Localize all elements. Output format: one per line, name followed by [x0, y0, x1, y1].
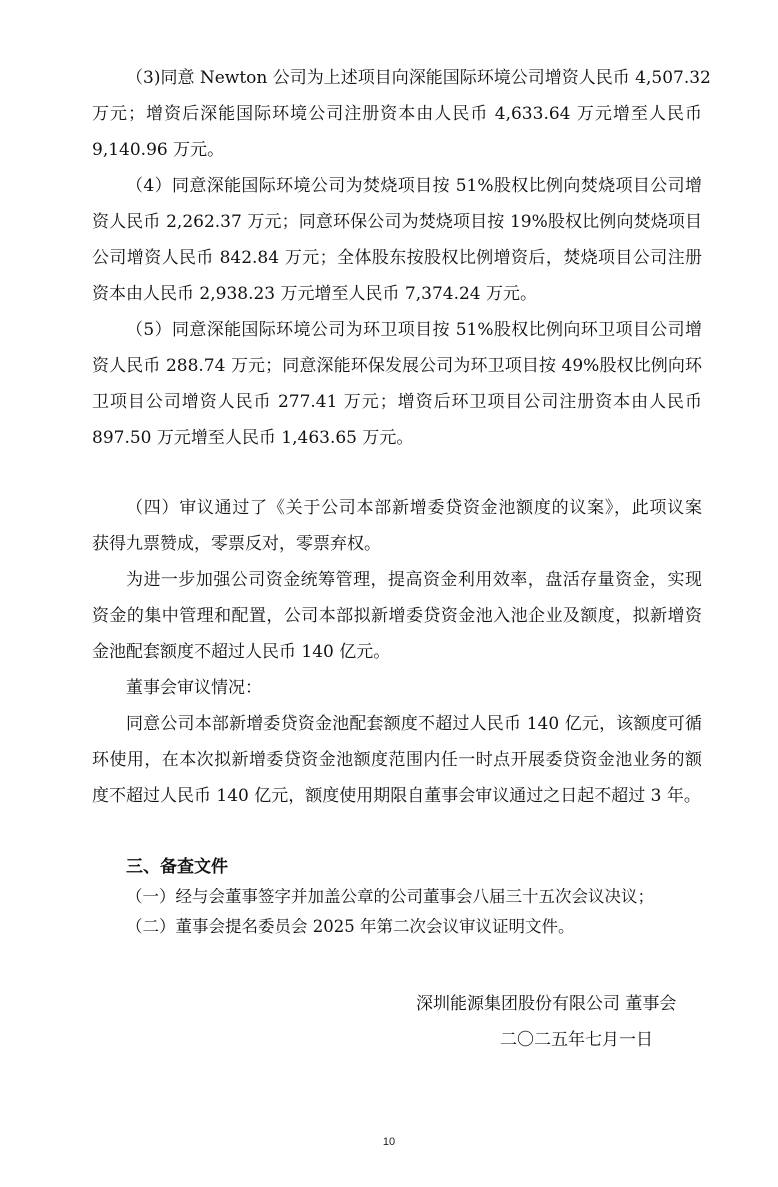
proposal-4-description: [92, 562, 702, 670]
section-heading: 三、备查文件: [126, 857, 228, 877]
item-4-paragraph: [92, 168, 702, 312]
paragraph-line: 9,140.96 万元。: [92, 140, 225, 160]
paragraph-line: 资本由人民币 2,938.23 万元增至人民币 7,374.24 万元。: [92, 284, 538, 304]
signature-company: 深圳能源集团股份有限公司 董事会: [416, 994, 677, 1014]
board-review-text: [92, 706, 702, 814]
paragraph-line: 金池配套额度不超过人民币 140 亿元。: [92, 642, 391, 662]
item-5-paragraph: [92, 312, 702, 456]
paragraph-line: （5）同意深能国际环境公司为环卫项目按 51%股权比例向环卫项目公司增: [126, 320, 702, 340]
paragraph-line: 获得九票赞成，零票反对，零票弃权。: [92, 534, 381, 554]
signature-date: 二〇二五年七月一日: [500, 1030, 653, 1050]
paragraph-line: 897.50 万元增至人民币 1,463.65 万元。: [92, 428, 414, 448]
paragraph-line: 公司增资人民币 842.84 万元；全体股东按股权比例增资后，焚烧项目公司注册: [92, 248, 702, 268]
paragraph-line: 资金的集中管理和配置，公司本部拟新增委贷资金池入池企业及额度，拟新增资: [92, 606, 702, 626]
paragraph-line: 同意公司本部新增委贷资金池配套额度不超过人民币 140 亿元，该额度可循: [126, 714, 702, 734]
paragraph-line: （四）审议通过了《关于公司本部新增委贷资金池额度的议案》，此项议案: [126, 498, 702, 518]
paragraph-line: 董事会审议情况：: [126, 678, 262, 698]
paragraph-line: 万元；增资后深能国际环境公司注册资本由人民币 4,633.64 万元增至人民币: [92, 104, 702, 124]
paragraph-line: （4）同意深能国际环境公司为焚烧项目按 51%股权比例向焚烧项目公司增: [126, 176, 702, 196]
paragraph-line: 环使用，在本次拟新增委贷资金池额度范围内任一时点开展委贷资金池业务的额: [92, 750, 702, 770]
item-3-paragraph: [92, 60, 711, 168]
paragraph-line: 度不超过人民币 140 亿元，额度使用期限自董事会审议通过之日起不超过 3 年。: [92, 786, 701, 806]
reference-item: （二）董事会提名委员会 2025 年第二次会议审议证明文件。: [126, 917, 575, 936]
paragraph-line: （3)同意 Newton 公司为上述项目向深能国际环境公司增资人民币 4,507.32: [126, 68, 711, 88]
reference-docs-section: [92, 852, 702, 942]
board-review-label: [92, 670, 702, 706]
page-number: 10: [382, 1136, 396, 1148]
reference-item: （一）经与会董事签字并加盖公章的公司董事会八届三十五次会议决议；: [126, 887, 654, 906]
paragraph-line: 资人民币 288.74 万元；同意深能环保发展公司为环卫项目按 49%股权比例向环: [92, 356, 702, 376]
proposal-4-title: [92, 490, 702, 562]
paragraph-line: 卫项目公司增资人民币 277.41 万元；增资后环卫项目公司注册资本由人民币: [92, 392, 702, 412]
paragraph-line: 资人民币 2,262.37 万元；同意环保公司为焚烧项目按 19%股权比例向焚烧项目: [92, 212, 702, 232]
paragraph-line: 为进一步加强公司资金统筹管理，提高资金利用效率，盘活存量资金，实现: [126, 570, 702, 590]
